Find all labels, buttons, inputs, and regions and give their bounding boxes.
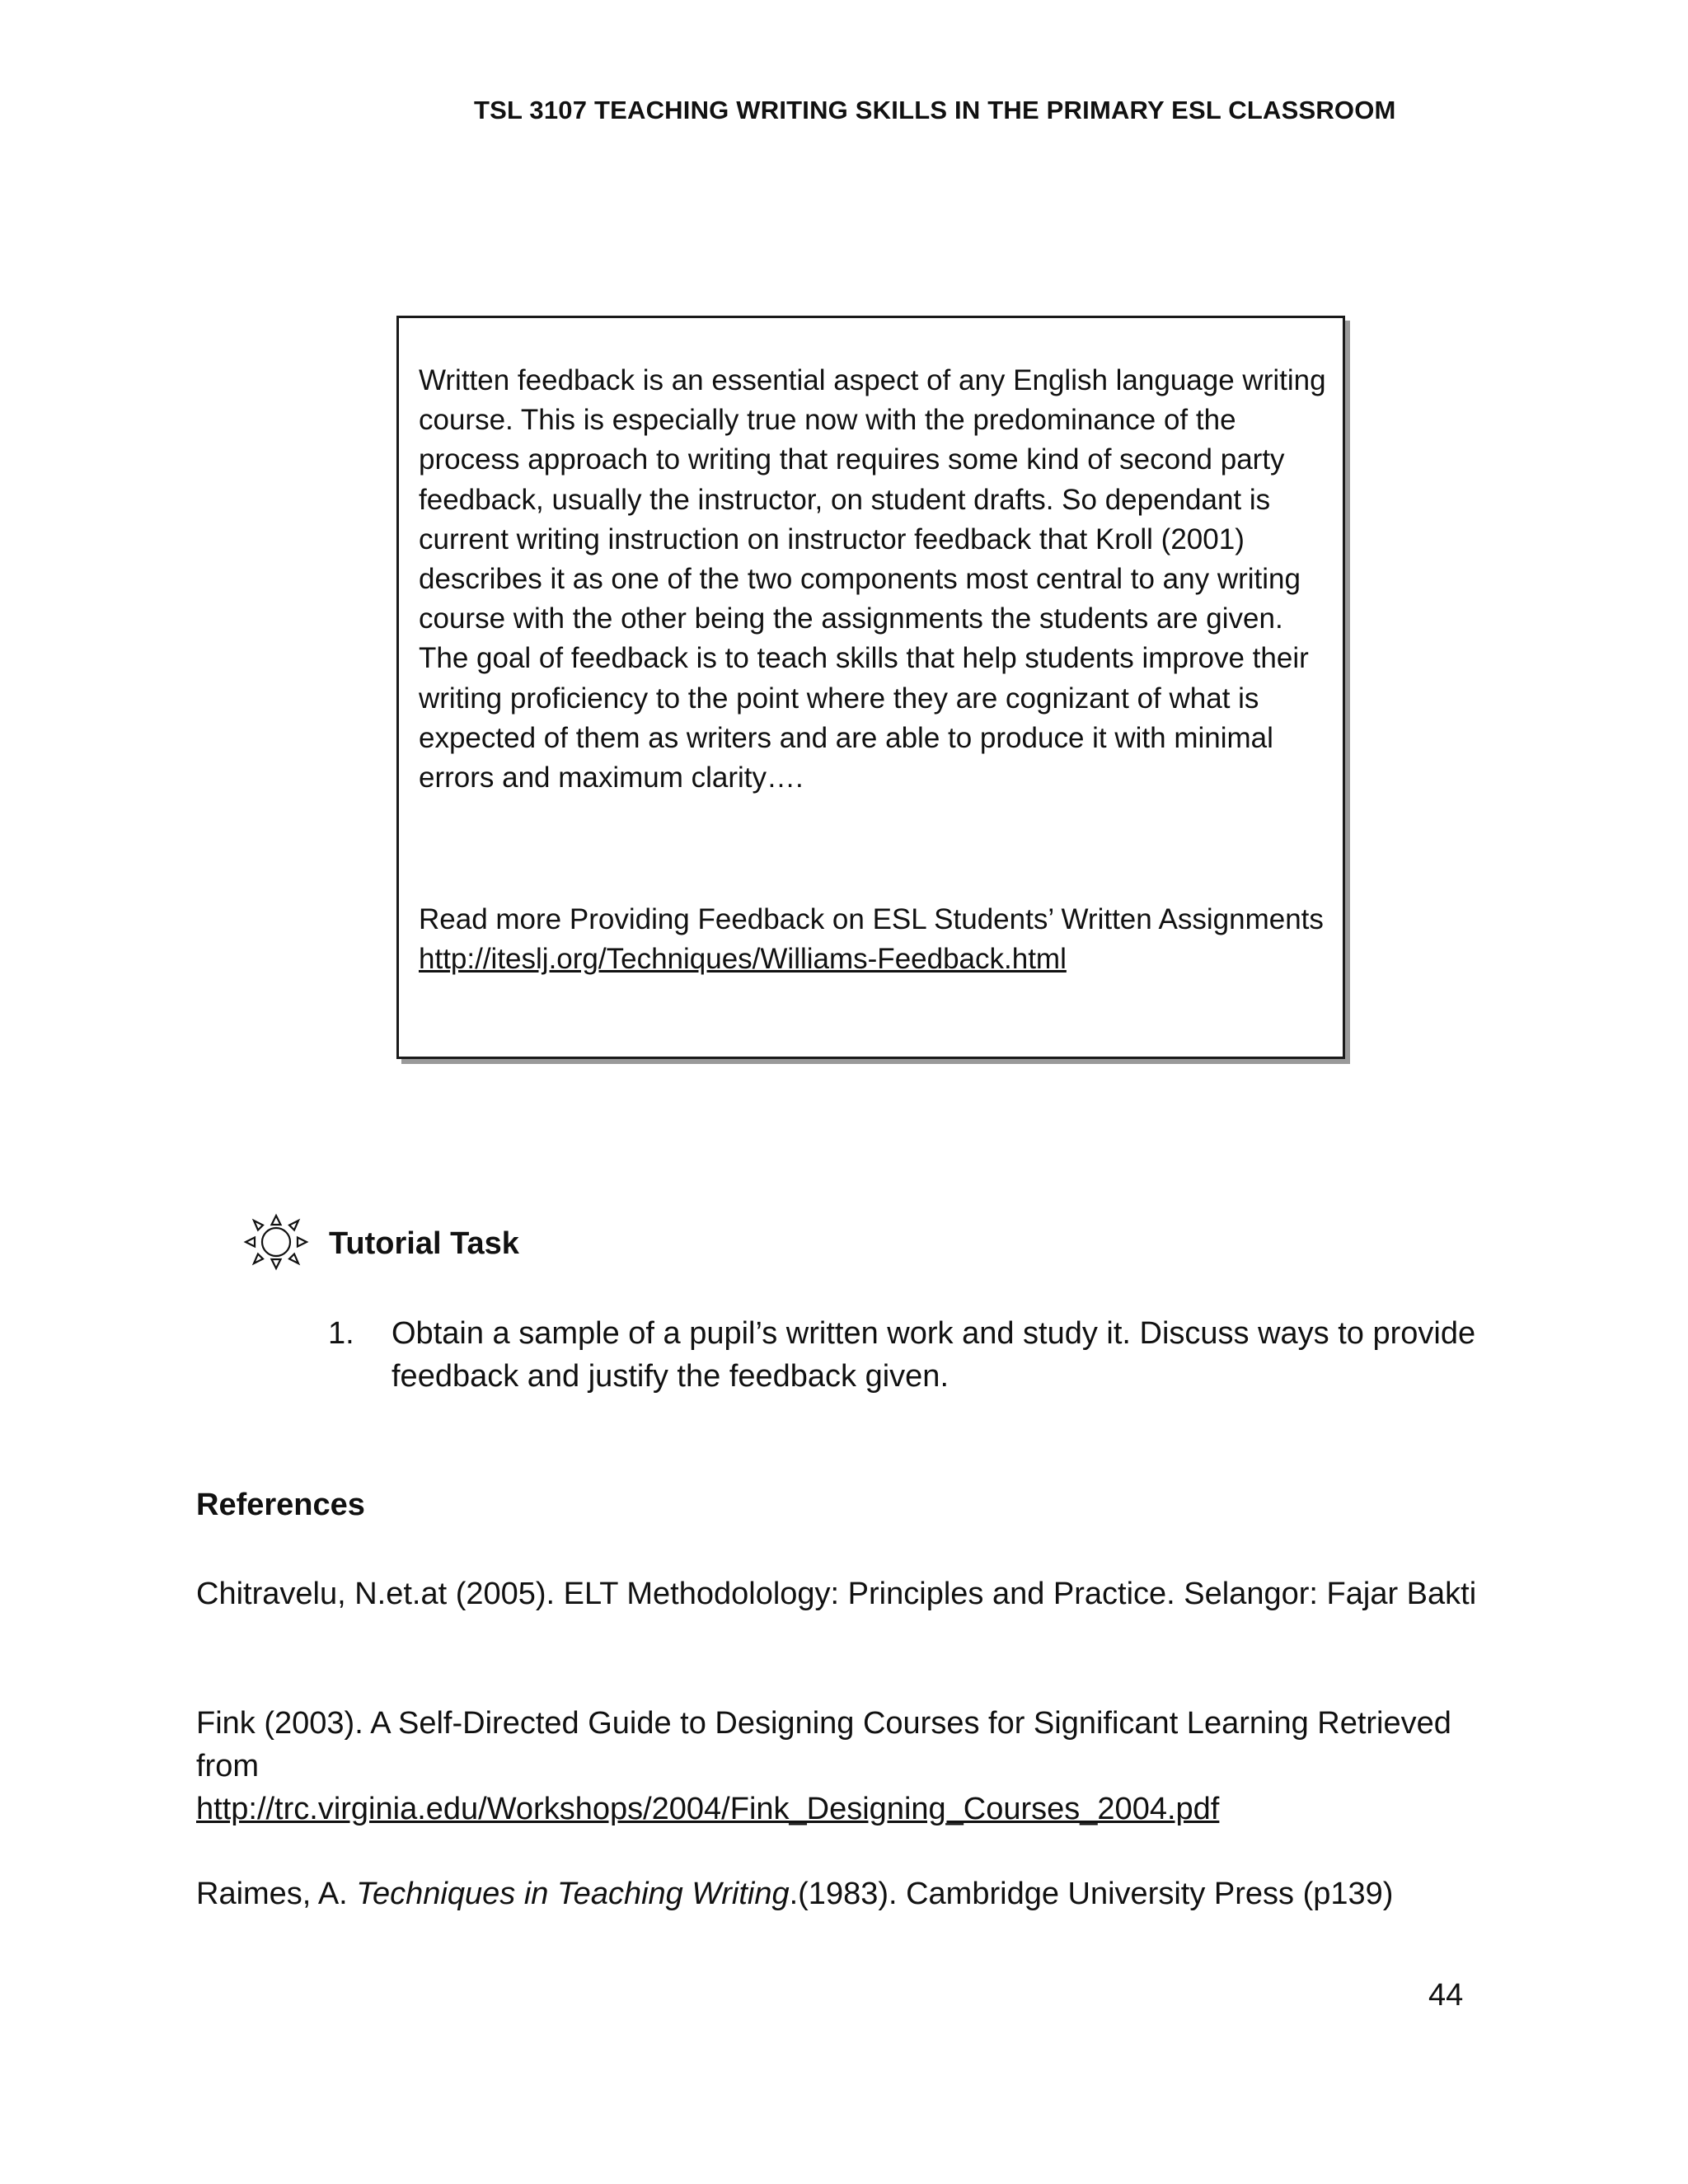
reference-author: Raimes, A. (196, 1877, 348, 1911)
read-more-link[interactable]: http://iteslj.org/Techniques/Williams-Feedback.html (419, 943, 1067, 976)
reference-link[interactable]: http://trc.virginia.edu/Workshops/2004/Fink_Designing_Courses_2004.pdf (196, 1792, 1220, 1826)
tutorial-task-title: Tutorial Task (329, 1226, 519, 1261)
reference-item (196, 1872, 1482, 1915)
quote-paragraph: Written feedback is an essential aspect of any English language writing course. This is especially true now with the predominance of the process approach to writing that requires some kind of second party feedback, usually the instructor, on student drafts. So dependant is current writing instruction on instructor feedback that Kroll (2001) describes it as one of the two components most central to any writing course with the other being the assignments the students are given. The goal of feedback is to teach skills that help students improve their writing proficiency to the point where they are cognizant of what is expected of them as writers and are able to produce it with minimal errors and maximum clarity…. (419, 364, 1326, 794)
reference-text: Fink (2003). A Self-Directed Guide to Designing Courses for Significant Learning Retrieved from (196, 1706, 1451, 1783)
quote-box (396, 316, 1345, 1059)
reference-item (196, 1702, 1482, 1830)
sun-icon (243, 1213, 309, 1271)
reference-item (196, 1572, 1482, 1615)
references-heading: References (196, 1488, 365, 1522)
reference-title: Techniques in Teaching Writing (356, 1877, 790, 1911)
task-number: 1. (328, 1316, 354, 1351)
reference-rest: .(1983). Cambridge University Press (p139) (789, 1877, 1394, 1911)
task-text: Obtain a sample of a pupil’s written work and study it. Discuss ways to provide feedback and justify the feedback given. (392, 1316, 1476, 1394)
read-more (419, 900, 1326, 979)
running-header: TSL 3107 TEACHING WRITING SKILLS IN THE PRIMARY ESL CLASSROOM (474, 96, 1396, 124)
reference-text: Chitravelu, N.et.at (2005). ELT Methodolology: Principles and Practice. Selangor: Fajar Bakti (196, 1577, 1477, 1611)
read-more-text: Read more Providing Feedback on ESL Students’ Written Assignments (419, 903, 1324, 936)
page-number: 44 (1428, 1978, 1464, 2013)
